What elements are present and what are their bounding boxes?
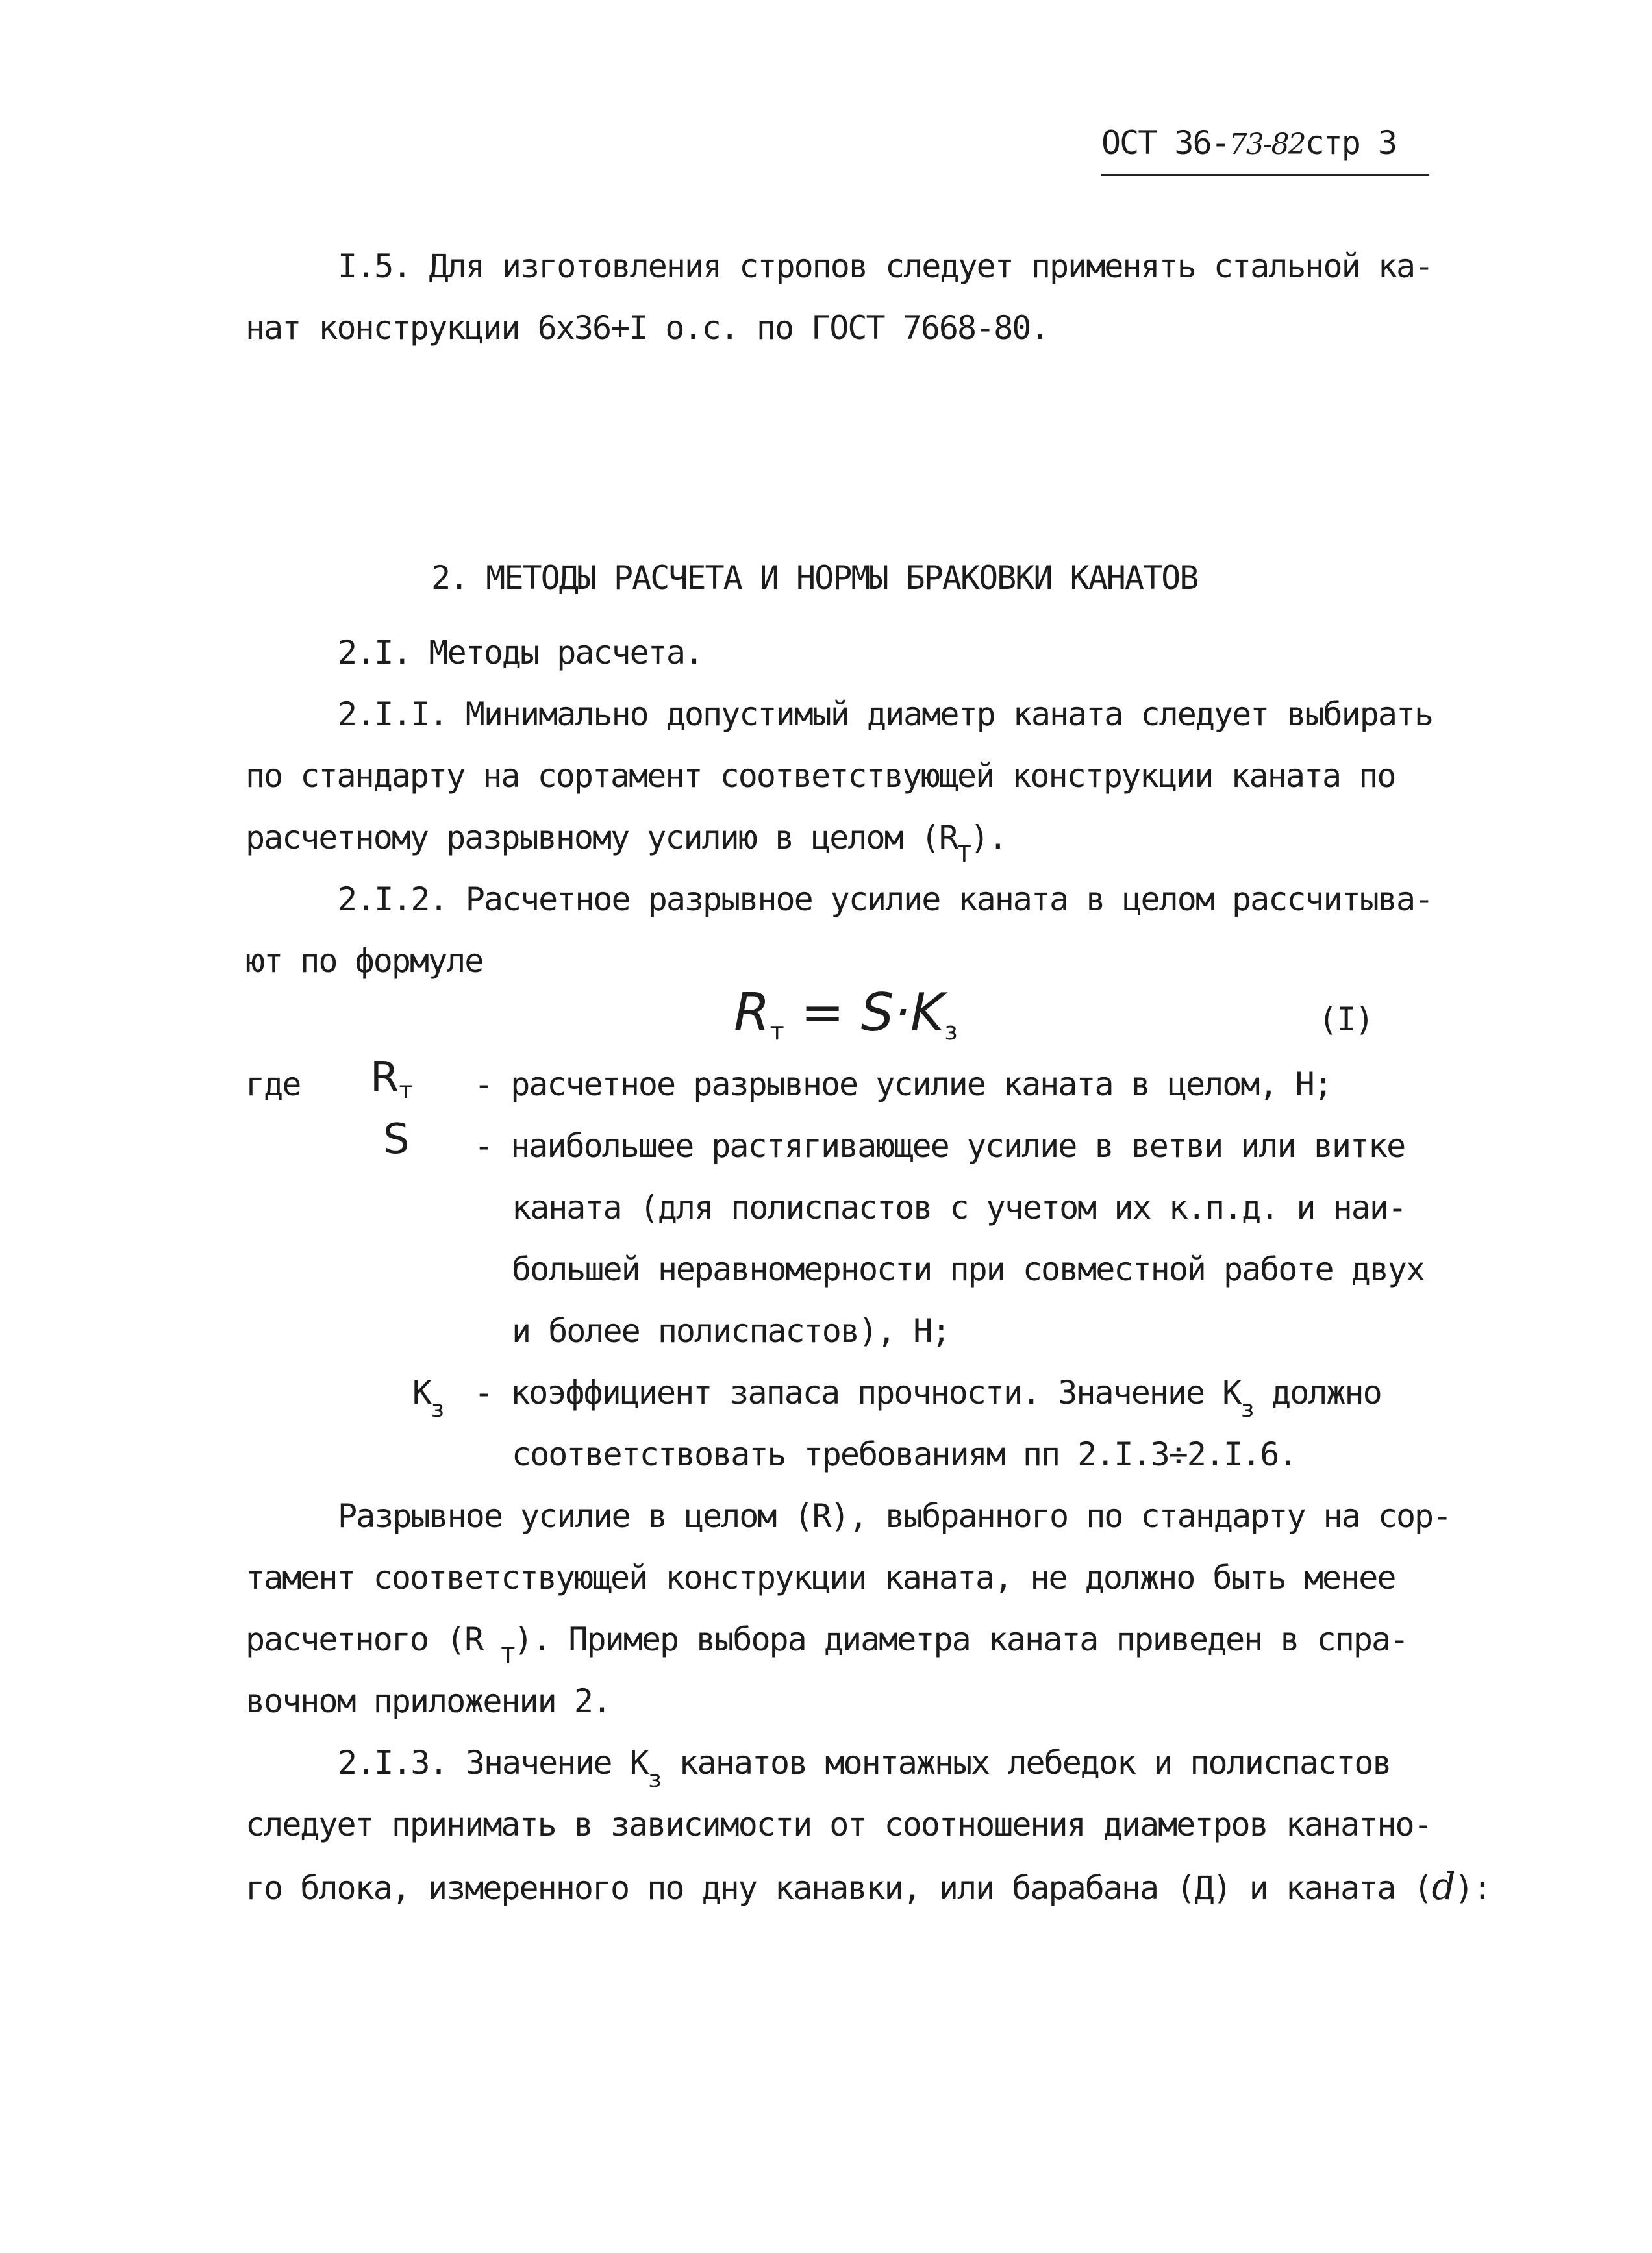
section-heading: 2. МЕТОДЫ РАСЧЕТА И НОРМЫ БРАКОВКИ КАНАТОВ (431, 559, 1198, 597)
p15-line2: нат конструкции 6х36+I о.с. по ГОСТ 7668-80. (245, 309, 1049, 347)
formula: Rт = S·Kз (734, 982, 958, 1045)
where-s-line1: - наибольшее растягивающее усилие в ветви или витке (474, 1127, 1405, 1165)
where-rt-line1: - расчетное разрывное усилие каната в целом, Н; (474, 1065, 1332, 1103)
pbreak-line1: Разрывное усилие в целом (R), выбранного по стандарту на сор- (338, 1497, 1451, 1535)
p211-line3: расчетному разрывному усилию в целом $(R_Т)$. (245, 819, 1007, 867)
p212-line1: 2.I.2. Расчетное разрывное усилие каната в целом рассчитыва- (338, 880, 1433, 918)
where-k-line1: - коэффициент запаса прочности. Значение $К_з$ должно (474, 1374, 1381, 1423)
pbreak-line3: расчетного (R $_Т$). Пример выбора диаметра каната приведен в спра- (245, 1621, 1408, 1669)
where-symbol-k: $К_з$ (412, 1374, 444, 1423)
header-underline (1101, 174, 1429, 176)
p211-line1: 2.I.I. Минимально допустимый диаметр каната следует выбирать (338, 695, 1433, 733)
subsection-heading: 2.I. Методы расчета. (338, 634, 703, 671)
p211-line2: по стандарту на сортамент соответствующей конструкции каната по (245, 757, 1395, 795)
p213-line2: следует принимать в зависимости от соотношения диаметров канатно- (245, 1806, 1432, 1843)
p212-line2: ют по формуле (245, 942, 483, 980)
pbreak-line2: тамент соответствующей конструкции каната, не должно быть менее (245, 1559, 1395, 1597)
header-handwritten-number: 73-82 (1229, 128, 1305, 161)
where-k-line2: соответствовать требованиям пп 2.I.3÷2.I.6. (512, 1436, 1297, 1473)
where-symbol-rt: Rт (370, 1054, 413, 1104)
p213-line3: го блока, измеренного по дну канавки, или барабана (Д) и каната (d): (245, 1864, 1492, 1908)
where-symbol-s: S (383, 1115, 410, 1164)
where-s-line4: и более полиспастов), Н; (512, 1312, 950, 1350)
where-s-line2: каната (для полиспастов с учетом их к.п.д. и наи- (512, 1189, 1407, 1226)
handwritten-d: d (1431, 1864, 1455, 1908)
page-header (1101, 123, 1396, 164)
header-prefix: ОСТ 36- (1101, 124, 1229, 162)
where-label: где (245, 1065, 301, 1103)
p15-line1: I.5. Для изготовления стропов следует применять стальной ка- (338, 247, 1433, 285)
formula-number: (I) (1318, 1001, 1373, 1038)
where-s-line3: большей неравномерности при совместной работе двух (512, 1251, 1425, 1288)
p213-line1: 2.I.3. Значение $К_з$ канатов монтажных лебедок и полиспастов (338, 1744, 1391, 1793)
pbreak-line4: вочном приложении 2. (245, 1682, 611, 1720)
header-suffix: стр 3 (1305, 124, 1397, 162)
